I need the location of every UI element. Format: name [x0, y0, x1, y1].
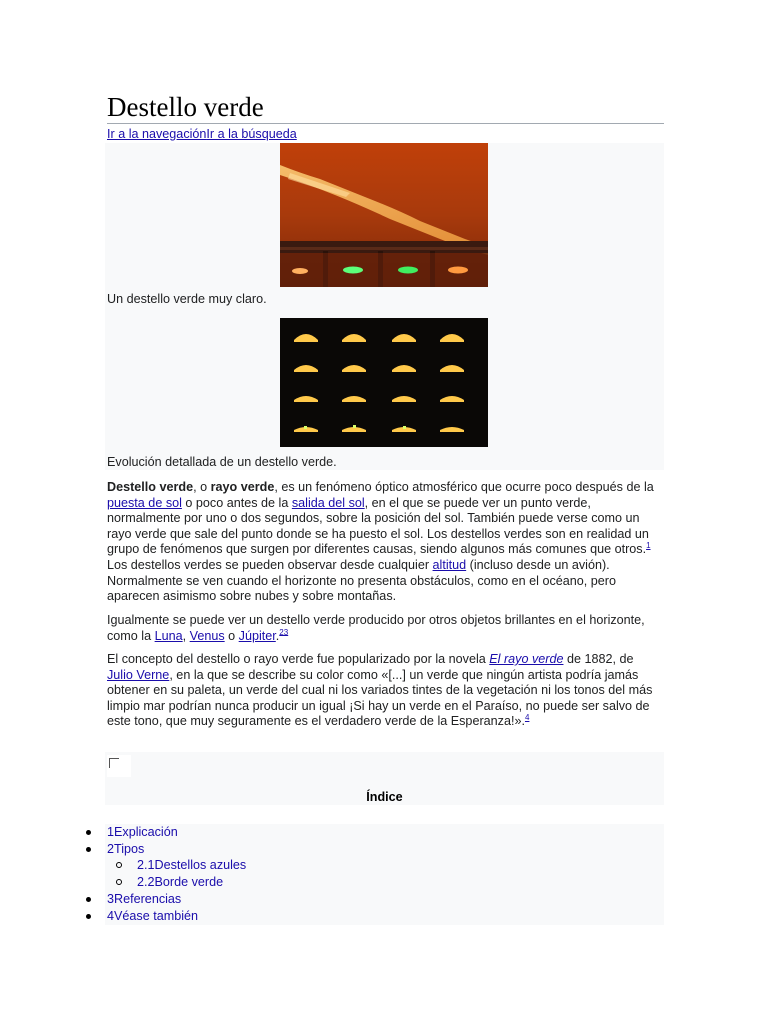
bold-term: Destello verde — [107, 480, 194, 494]
paragraph-2: Igualmente se puede ver un destello verde producido por otros objetos brillantes en el horizonte, como la Luna, Venus o Júpiter.$^{23}$ — [107, 613, 645, 643]
reference-link[interactable]: 4 — [524, 713, 530, 723]
toc-item[interactable]: 2Tipos — [107, 842, 145, 856]
figure-caption-2: Evolución detallada de un destello verde. — [107, 455, 337, 469]
toc-title: Índice — [366, 790, 403, 804]
link-venus[interactable]: Venus — [189, 628, 225, 643]
jump-links — [107, 127, 297, 143]
toc-subitem[interactable]: 2.2Borde verde — [137, 875, 224, 889]
jump-to-search-link[interactable]: Ir a la búsqueda — [206, 127, 297, 141]
bullet-icon — [86, 914, 91, 919]
bold-term: rayo verde — [210, 480, 275, 494]
toc-subitem[interactable]: 2.1Destellos azules — [137, 858, 247, 872]
reference-link[interactable]: 23 — [279, 627, 289, 637]
page-title: Destello verde — [107, 92, 664, 124]
link-altitud[interactable]: altitud — [432, 557, 467, 572]
toc-item[interactable]: 3Referencias — [107, 892, 182, 906]
circle-bullet-icon — [116, 879, 122, 885]
intro-paragraph: Destello verde, o rayo verde, es un fenómeno óptico atmosférico que ocurre poco después de la puesta de sol o poco antes de la salida del sol, en el que se puede ver un punto verde, normalmente por uno o dos segundos, sobre la posición del sol. También puede verse como un rayo verde que sale del punto donde se ha puesto el sol. Los destellos verdes son en realidad un grupo de fenómenos que surgen por diferentes causas, siendo algunos más comunes que otros.$^1$ Los destellos verdes se pueden observar desde cualquier altitud (incluso desde un avión). Normalmente se ven cuando el horizonte no presenta obstáculos, como en el océano, pero aparecen asimismo sobre nubes y sobre montañas. — [107, 480, 654, 604]
bullet-icon — [86, 847, 91, 852]
reference-link[interactable]: 1 — [646, 541, 651, 551]
link-jupiter[interactable]: Júpiter — [238, 628, 276, 643]
figure-caption-1: Un destello verde muy claro. — [107, 292, 267, 306]
toc-item[interactable]: 1Explicación — [107, 825, 178, 839]
link-el-rayo-verde[interactable]: El rayo verde — [489, 652, 564, 666]
bullet-icon — [86, 830, 91, 835]
toc-item[interactable]: 4Véase también — [107, 909, 199, 923]
toc-toggle-icon — [109, 758, 119, 768]
link-puesta-de-sol[interactable]: puesta de sol — [107, 495, 182, 510]
bullet-icon — [86, 897, 91, 902]
green-flash-photo[interactable] — [280, 143, 488, 287]
circle-bullet-icon — [116, 862, 122, 868]
jump-to-navigation-link[interactable]: Ir a la navegación — [107, 127, 207, 141]
paragraph-3: El concepto del destello o rayo verde fue popularizado por la novela El rayo verde de 1882, de Julio Verne, en la que se describe su color como «[...] un verde que ningún artista podría jamás obtener en su paleta, un verde del cual ni los variados tintes de la vegetación ni los tonos del más limpio mar podrían nunca producir un igual ¡Si hay un verde en el Paraíso, no puede ser salvo de este tono, que muy seguramente es el verdadero verde de la Esperanza!».$^4$ — [107, 652, 653, 729]
link-luna[interactable]: Luna — [154, 628, 183, 643]
green-flash-sequence-photo[interactable] — [280, 318, 488, 447]
link-salida-del-sol[interactable]: salida del sol — [291, 495, 365, 510]
link-julio-verne[interactable]: Julio Verne — [107, 667, 170, 682]
